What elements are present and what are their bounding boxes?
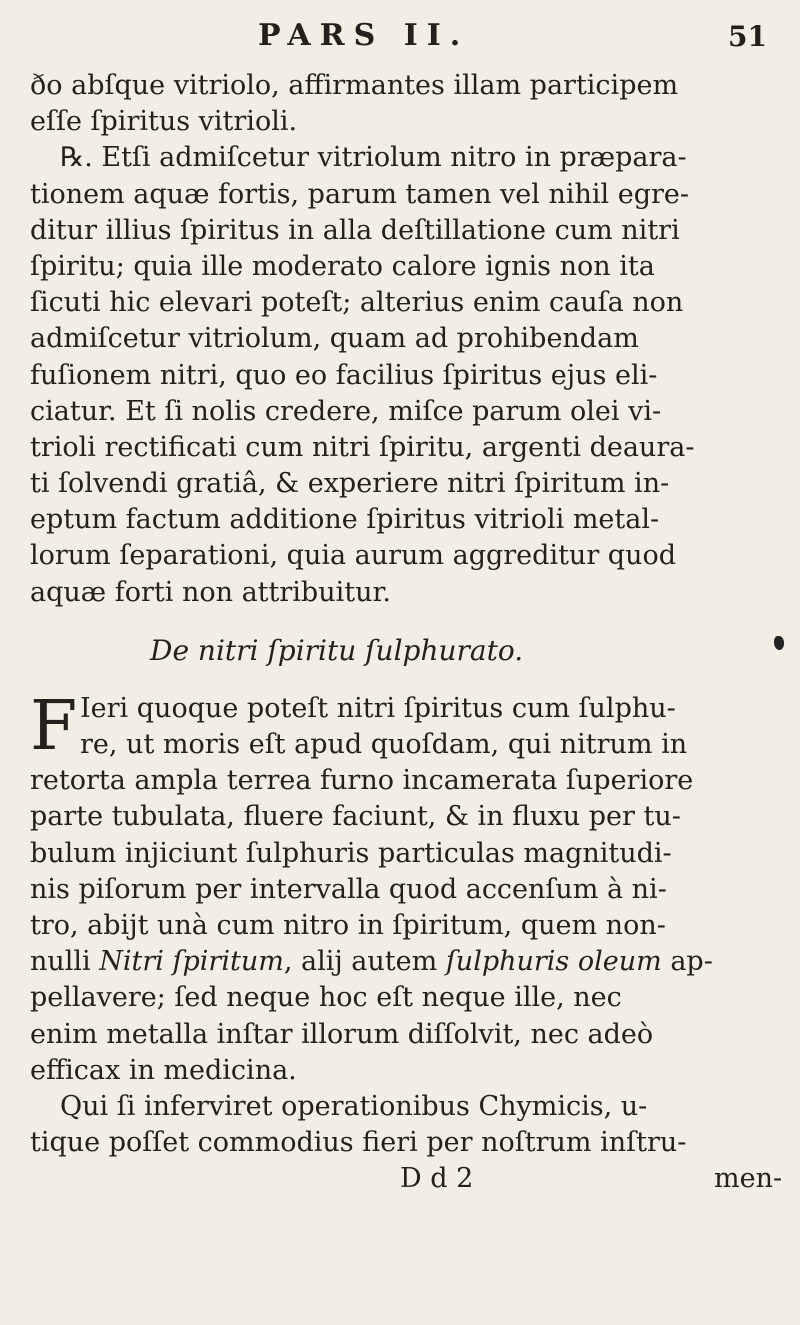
- text-line: tro, abijt unà cum nitro in ſpiritum, quem non-: [30, 909, 666, 941]
- text-line: re, ut moris eſt apud quoſdam, qui nitrum in: [80, 729, 688, 760]
- text-line: enim metalla inſtar illorum diſſolvit, nec adeò: [30, 1018, 654, 1050]
- text-line: tique poſſet commodius fieri per noſtrum inſtru-: [30, 1127, 687, 1159]
- paragraph-2: [30, 140, 782, 610]
- text-line: fuſionem nitri, quo eo facilius ſpiritus ejus eli-: [30, 359, 658, 391]
- section-title: De nitri ſpiritu ſulphurato.: [150, 633, 524, 667]
- text-segment: ap-: [661, 946, 713, 978]
- body-text: [30, 68, 782, 1197]
- text-line: Qui ſi inferviret operationibus Chymicis, u-: [60, 1090, 648, 1122]
- text-line: eptum factum additione ſpiritus vitrioli metal-: [30, 504, 660, 536]
- paragraph-3: [30, 686, 782, 1089]
- text-line: pellavere; ſed neque hoc eſt neque ille, nec: [30, 982, 622, 1014]
- text-line: eſſe ſpiritus vitrioli.: [30, 106, 298, 138]
- text-line: ditur illius ſpiritus in alla deſtillatione cum nitri: [30, 214, 680, 246]
- text-line: lorum ſeparationi, quia aurum aggreditur quod: [30, 540, 677, 572]
- page-header: [0, 14, 800, 58]
- text-segment: nulli: [30, 946, 100, 978]
- italic-term: ſulphuris oleum: [445, 946, 662, 978]
- text-line: retorta ampla terrea furno incamerata ſuperiore: [30, 765, 694, 797]
- text-line: nis piſorum per intervalla quod accenſum à ni-: [30, 873, 667, 905]
- running-head: PARS II.: [258, 18, 470, 53]
- text-line: efficax in medicina.: [30, 1054, 297, 1086]
- italic-term: Nitri ſpiritum: [99, 946, 284, 978]
- page-number: 51: [728, 20, 767, 53]
- paragraph-4: [30, 1089, 782, 1161]
- text-line: ſpiritu; quia ille moderato calore ignis non ita: [30, 250, 655, 282]
- drop-cap: F: [30, 686, 78, 766]
- text-line: trioli rectificati cum nitri ſpiritu, argenti deaura-: [30, 431, 695, 463]
- text-line: admiſcetur vitriolum, quam ad prohibendam: [30, 323, 639, 355]
- first-line-text: Ieri quoque poteſt nitri ſpiritus cum ſulphu-: [80, 692, 676, 724]
- text-line: parte tubulata, fluere faciunt, & in fluxu per tu-: [30, 801, 681, 833]
- ink-spot: [774, 636, 784, 650]
- signature-mark: D d 2: [400, 1163, 474, 1195]
- page-footer: [30, 1161, 782, 1197]
- text-line: ðo abſque vitriolo, affirmantes illam participem: [30, 70, 679, 101]
- text-line: tionem aquæ fortis, parum tamen vel nihil egre-: [30, 178, 690, 210]
- catchword: men-: [714, 1163, 783, 1195]
- text-line: bulum injiciunt ſulphuris particulas magnitudi-: [30, 837, 672, 869]
- paragraph-1: [30, 68, 782, 140]
- text-line: ti ſolvendi gratiâ, & experiere nitri ſpiritum in-: [30, 468, 670, 500]
- text-line: aquæ forti non attribuitur.: [30, 576, 391, 608]
- text-segment: , alij autem: [283, 946, 446, 978]
- text-line: ſicuti hic elevari poteſt; alterius enim cauſa non: [30, 287, 684, 319]
- text-line: ℞. Etſi admiſcetur vitriolum nitro in præpara-: [60, 142, 687, 174]
- text-line: [30, 944, 782, 980]
- text-line: ciatur. Et ſi nolis credere, miſce parum olei vi-: [30, 395, 662, 427]
